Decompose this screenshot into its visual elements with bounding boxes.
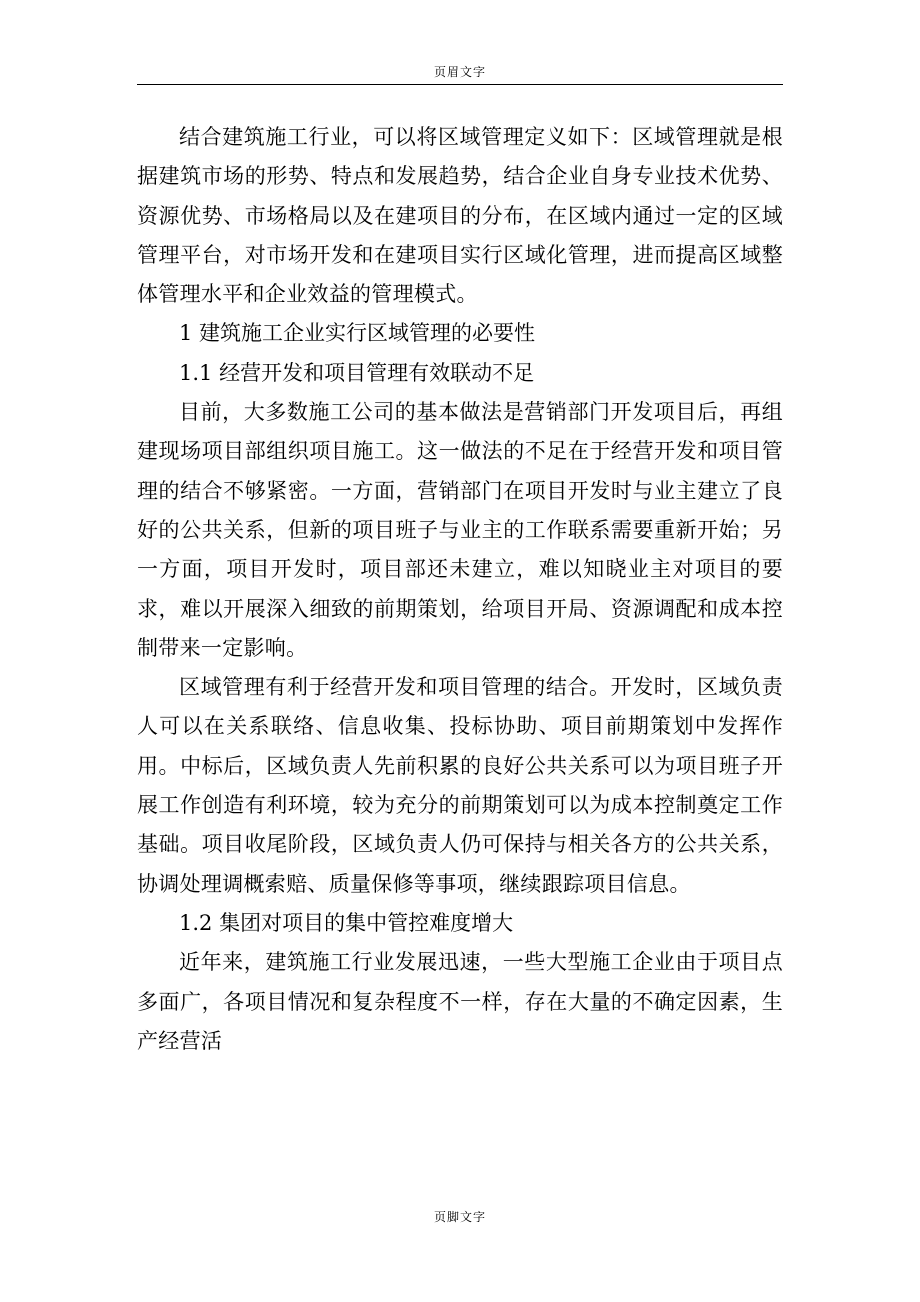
paragraph-regional-benefits: 区域管理有利于经营开发和项目管理的结合。开发时，区域负责人可以在关系联络、信息收集、投标协助、项目前期策划中发挥作用。中标后，区域负责人先前积累的良好公共关系可以为项目班子开展工作创造有利环境，较为充分的前期策划可以为成本控制奠定工作基础。项目收尾阶段，区域负责人仍可保持与相关各方的公共关系，协调处理调概索赔、质量保修等事项，继续跟踪项目信息。 (137, 675, 783, 896)
page-footer: 页脚文字 (433, 1210, 486, 1224)
document-body (137, 118, 783, 1061)
section-heading-1-1: 1.1 经营开发和项目管理有效联动不足 (179, 360, 535, 385)
header-divider (137, 84, 783, 85)
paragraph-recent-years: 近年来，建筑施工行业发展迅速，一些大型施工企业由于项目点多面广，各项目情况和复杂程度不一样，存在大量的不确定因素，生产经营活 (137, 950, 783, 1053)
paragraph-current-practice: 目前，大多数施工公司的基本做法是营销部门开发项目后，再组建现场项目部组织项目施工。这一做法的不足在于经营开发和项目管理的结合不够紧密。一方面，营销部门在项目开发时与业主建立了良好的公共关系，但新的项目班子与业主的工作联系需要重新开始；另一方面，项目开发时，项目部还未建立，难以知晓业主对项目的要求，难以开展深入细致的前期策划，给项目开局、资源调配和成本控制带来一定影响。 (137, 400, 783, 660)
paragraph-definition: 结合建筑施工行业，可以将区域管理定义如下：区域管理就是根据建筑市场的形势、特点和发展趋势，结合企业自身专业技术优势、资源优势、市场格局以及在建项目的分布，在区域内通过一定的区域管理平台，对市场开发和在建项目实行区域化管理，进而提高区域整体管理水平和企业效益的管理模式。 (137, 125, 783, 307)
section-heading-1-2: 1.2 集团对项目的集中管控难度增大 (179, 910, 514, 935)
page-header: 页眉文字 (433, 65, 486, 79)
section-heading-1: 1 建筑施工企业实行区域管理的必要性 (179, 321, 536, 346)
